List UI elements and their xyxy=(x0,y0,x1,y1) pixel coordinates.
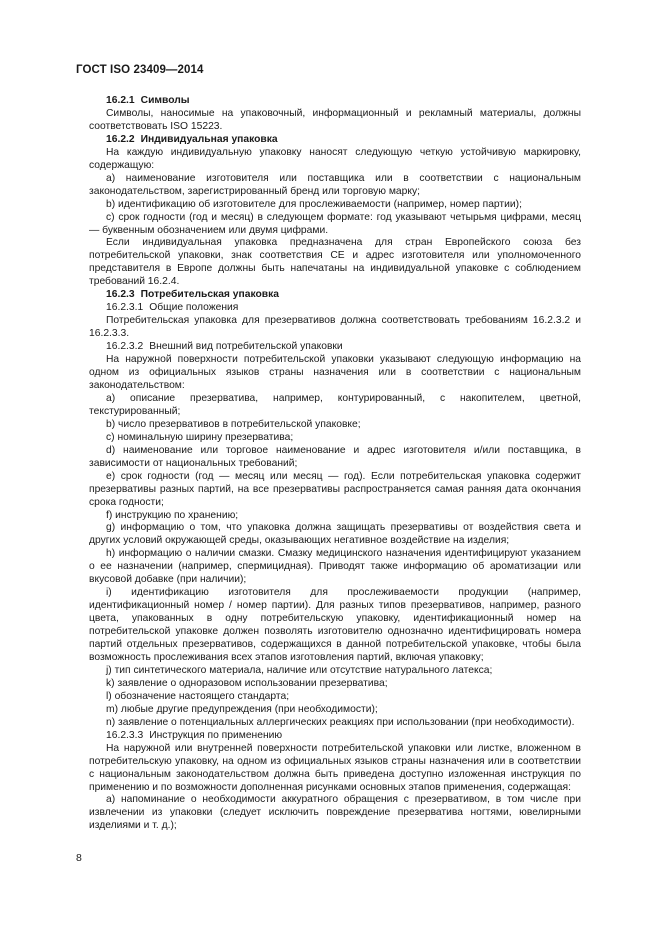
paragraph-text: a) описание презерватива, например, контурированный, с накопителем, цветной, текстурированный; xyxy=(89,392,581,417)
section-heading xyxy=(89,134,581,147)
paragraph-text: Потребительская упаковка для презервативов должна соответствовать требованиям 16.2.3.2 и 16.2.3.3. xyxy=(89,315,581,340)
paragraph-text: Символы, наносимые на упаковочный, информационный и рекламный материалы, должны соответствовать ISO 15223. xyxy=(89,107,581,132)
paragraph xyxy=(89,743,581,795)
paragraph xyxy=(89,419,581,432)
paragraph-text: Инструкция по применению xyxy=(149,729,283,741)
paragraph-text: Потребительская упаковка xyxy=(140,289,279,301)
paragraph-text: Символы xyxy=(140,95,190,106)
section-heading xyxy=(89,730,581,743)
paragraph-text: Если индивидуальная упаковка предназначена для стран Европейского союза без потребительской упаковки, знак соответствия CE и адрес изготовителя или уполномоченного представителя в Европе должны быть напечатаны на индивидуальной упаковке с соблюдением требований 16.2.4. xyxy=(89,237,581,288)
paragraph-text: b) идентификацию об изготовителе для прослеживаемости (например, номер партии); xyxy=(106,198,522,210)
paragraph xyxy=(89,354,581,393)
section-heading xyxy=(89,289,581,302)
paragraph-text: Индивидуальная упаковка xyxy=(140,133,278,145)
paragraph-text: g) информацию о том, что упаковка должна защищать презервативы от воздействия света и других условий окружающей среды, оказывающих негативное воздействие на изделия; xyxy=(89,522,581,547)
paragraph-text: n) заявление о потенциальных аллергических реакциях при использовании (при необходимости). xyxy=(106,716,575,728)
paragraph-text: Общие положения xyxy=(149,302,239,314)
paragraph-text: k) заявление о одноразовом использовании презерватива; xyxy=(106,677,388,689)
section-number: 16.2.3.1 xyxy=(106,302,144,314)
paragraph-text: d) наименование или торговое наименование и адрес изготовителя и/или поставщика, в зависимости от национальных требований; xyxy=(89,444,581,469)
paragraph xyxy=(89,510,581,523)
paragraph xyxy=(89,108,581,134)
paragraph-text: f) инструкцию по хранению; xyxy=(106,509,239,521)
paragraph-text: l) обозначение настоящего стандарта; xyxy=(106,690,290,702)
paragraph xyxy=(89,147,581,173)
paragraph-text: h) информацию о наличии смазки. Смазку медицинского назначения идентифицируют указанием о ее назначении (например, спермицидная). Приводят также информацию об ароматизации или вкусовой добавке (при наличии); xyxy=(89,548,581,586)
paragraph xyxy=(89,587,581,665)
paragraph-text: На наружной поверхности потребительской упаковки указывают следующую информацию на одном из официальных языков страны назначения или в соответствии с национальным законодательством: xyxy=(89,354,581,391)
paragraph-text: a) наименование изготовителя или поставщика или в соответствии с национальным законодательством, зарегистрированный бренд или торговую марку; xyxy=(89,172,581,197)
section-heading xyxy=(89,302,581,315)
document-body xyxy=(89,95,581,833)
section-number: 16.2.2 xyxy=(106,133,135,145)
section-number: 16.2.3 xyxy=(106,289,135,301)
page-number: 8 xyxy=(76,852,82,864)
paragraph xyxy=(89,173,581,199)
paragraph xyxy=(89,432,581,445)
paragraph xyxy=(89,237,581,289)
paragraph-text: На наружной или внутренней поверхности потребительской упаковки или листке, вложенном в потребительскую упаковку, на одном из официальных языков страны назначения или в соответствии с национальным законодательством должна быть приведена доступно изложенная инструкция по применению и по возможности дополненная рисунками основных этапов применения, содержащая: xyxy=(89,742,581,793)
paragraph xyxy=(89,393,581,419)
paragraph-text: Внешний вид потребительской упаковки xyxy=(149,341,343,353)
paragraph xyxy=(89,678,581,691)
paragraph xyxy=(89,212,581,238)
paragraph xyxy=(89,471,581,510)
paragraph xyxy=(89,665,581,678)
paragraph xyxy=(89,445,581,471)
paragraph-text: На каждую индивидуальную упаковку наносят следующую четкую устойчивую маркировку, содержащую: xyxy=(89,146,581,171)
section-heading xyxy=(89,341,581,354)
paragraph xyxy=(89,794,581,833)
paragraph-text: c) номинальную ширину презерватива; xyxy=(106,431,294,443)
paragraph xyxy=(89,199,581,212)
section-heading xyxy=(89,95,581,108)
paragraph xyxy=(89,691,581,704)
section-number: 16.2.1 xyxy=(106,95,135,106)
paragraph-text: c) срок годности (год и месяц) в следующем формате: год указывают четырьмя цифрами, месяц — буквенным обозначением или двумя цифрами. xyxy=(89,211,581,236)
paragraph-text: e) срок годности (год — месяц или месяц — год). Если потребительская упаковка содержит презервативы разных партий, на все презервативы распространяется самая ранняя дата окончания срока годности; xyxy=(89,470,581,508)
paragraph-text: b) число презервативов в потребительской упаковке; xyxy=(106,418,361,430)
section-number: 16.2.3.3 xyxy=(106,729,144,741)
paragraph xyxy=(89,717,581,730)
paragraph xyxy=(89,315,581,341)
paragraph-text: j) тип синтетического материала, наличие или отсутствие натурального латекса; xyxy=(106,664,493,676)
paragraph xyxy=(89,704,581,717)
paragraph-text: i) идентификацию изготовителя для прослеживаемости продукции (например, идентификационный номер / номер партии). Для разных типов презервативов, например, разного цвета, упакованных в одну потребительскую упаковку, идентификационный номер на потребительской упаковке должен позволять изготовителю однозначно идентифицировать номера партий отдельных презервативов, содержащихся в данной потребительской упаковке, чтобы была возможность прослеживания всех этапов изготовления партий, включая упаковку; xyxy=(89,587,581,663)
paragraph-text: a) напоминание о необходимости аккуратного обращения с презервативом, в том числе при извлечении из упаковки (следует исключить повреждение презерватива ногтями, ювелирными изделиями и т. д.); xyxy=(89,794,581,832)
paragraph xyxy=(89,522,581,548)
document-header: ГОСТ ISO 23409—2014 xyxy=(76,64,204,76)
paragraph-text: m) любые другие предупреждения (при необходимости); xyxy=(106,703,378,715)
paragraph xyxy=(89,548,581,587)
section-number: 16.2.3.2 xyxy=(106,341,144,353)
